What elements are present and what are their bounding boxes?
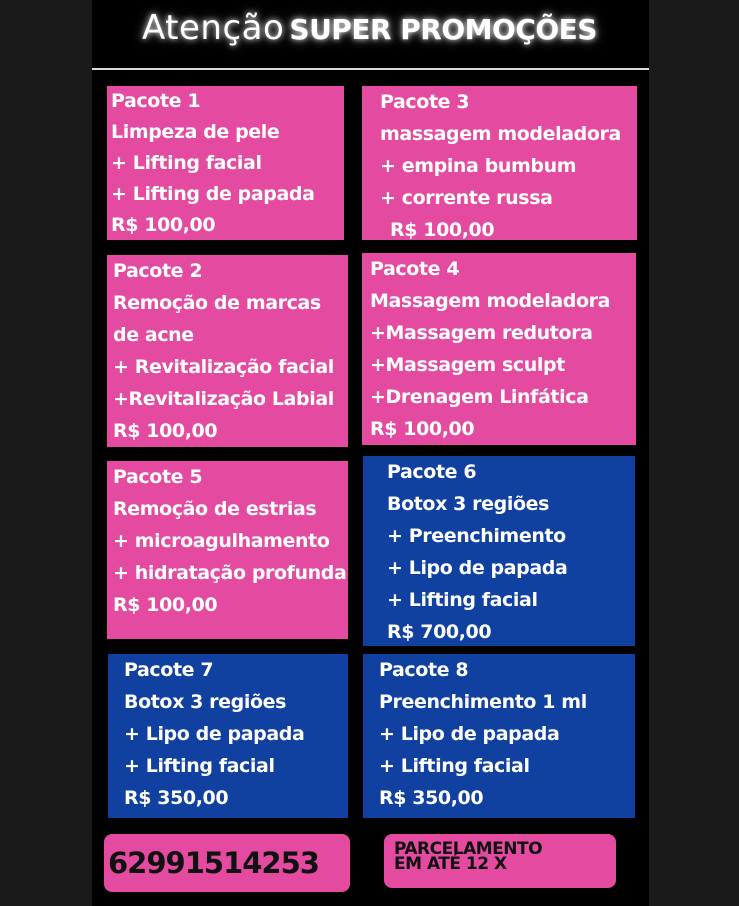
phone-number[interactable]: 62991514253 xyxy=(104,834,350,892)
package-item: + microagulhamento xyxy=(113,530,330,552)
package-title: Pacote 8 xyxy=(379,659,469,681)
package-card-6 xyxy=(363,456,635,646)
package-title: Pacote 1 xyxy=(111,90,201,112)
package-card-3 xyxy=(362,86,637,240)
package-card-4 xyxy=(362,253,636,445)
package-item: + Revitalização facial xyxy=(113,356,334,378)
package-item: + Lifting facial xyxy=(124,755,275,777)
title-divider xyxy=(92,68,649,70)
package-card-8 xyxy=(363,654,635,818)
package-item: + empina bumbum xyxy=(380,155,577,177)
package-item: massagem modeladora xyxy=(380,123,621,145)
package-item: + Lipo de papada xyxy=(379,723,560,745)
package-item: +Drenagem Linfática xyxy=(370,386,589,408)
package-title: Pacote 7 xyxy=(124,659,214,681)
package-title: Pacote 4 xyxy=(370,258,460,280)
package-price: R$ 100,00 xyxy=(370,418,475,440)
package-item: +Massagem sculpt xyxy=(370,354,565,376)
package-item: + hidratação profunda xyxy=(113,562,347,584)
package-price: R$ 100,00 xyxy=(111,214,216,236)
package-price: R$ 100,00 xyxy=(113,594,218,616)
installments-badge xyxy=(384,834,616,888)
package-title: Pacote 3 xyxy=(380,91,470,113)
package-item: + Lifting facial xyxy=(379,755,530,777)
package-title: Pacote 6 xyxy=(387,461,477,483)
package-title: Pacote 2 xyxy=(113,260,203,282)
package-item: + Lifting facial xyxy=(387,589,538,611)
package-price: R$ 350,00 xyxy=(379,787,484,809)
package-item: + Lifting de papada xyxy=(111,183,315,205)
package-price: R$ 100,00 xyxy=(390,219,495,241)
title-attention: Atenção xyxy=(142,8,285,48)
installments-line-2: EM ATÉ 12 X xyxy=(394,854,507,874)
package-item: +Revitalização Labial xyxy=(113,388,334,410)
package-price: R$ 350,00 xyxy=(124,787,229,809)
package-price: R$ 100,00 xyxy=(113,420,218,442)
package-item: + corrente russa xyxy=(380,187,553,209)
page-title xyxy=(0,8,739,48)
package-item: Massagem modeladora xyxy=(370,290,610,312)
package-item: Preenchimento 1 ml xyxy=(379,691,587,713)
package-item: Remoção de estrias xyxy=(113,498,317,520)
package-card-7 xyxy=(108,654,348,818)
package-item: Botox 3 regiões xyxy=(387,493,549,515)
package-item: + Preenchimento xyxy=(387,525,566,547)
package-price: R$ 700,00 xyxy=(387,621,492,643)
package-card-5 xyxy=(107,461,348,639)
package-item: +Massagem redutora xyxy=(370,322,593,344)
package-item: Limpeza de pele xyxy=(111,121,280,143)
package-item: + Lipo de papada xyxy=(124,723,305,745)
package-item: + Lifting facial xyxy=(111,152,262,174)
title-super-promotions: SUPER PROMOÇÕES xyxy=(289,13,597,46)
package-title: Pacote 5 xyxy=(113,466,203,488)
package-item: de acne xyxy=(113,324,194,346)
package-card-1 xyxy=(107,86,344,240)
installments-line-1: PARCELAMENTO xyxy=(394,839,543,859)
package-card-2 xyxy=(107,255,348,447)
package-item: Botox 3 regiões xyxy=(124,691,286,713)
package-item: Remoção de marcas xyxy=(113,292,321,314)
package-item: + Lipo de papada xyxy=(387,557,568,579)
